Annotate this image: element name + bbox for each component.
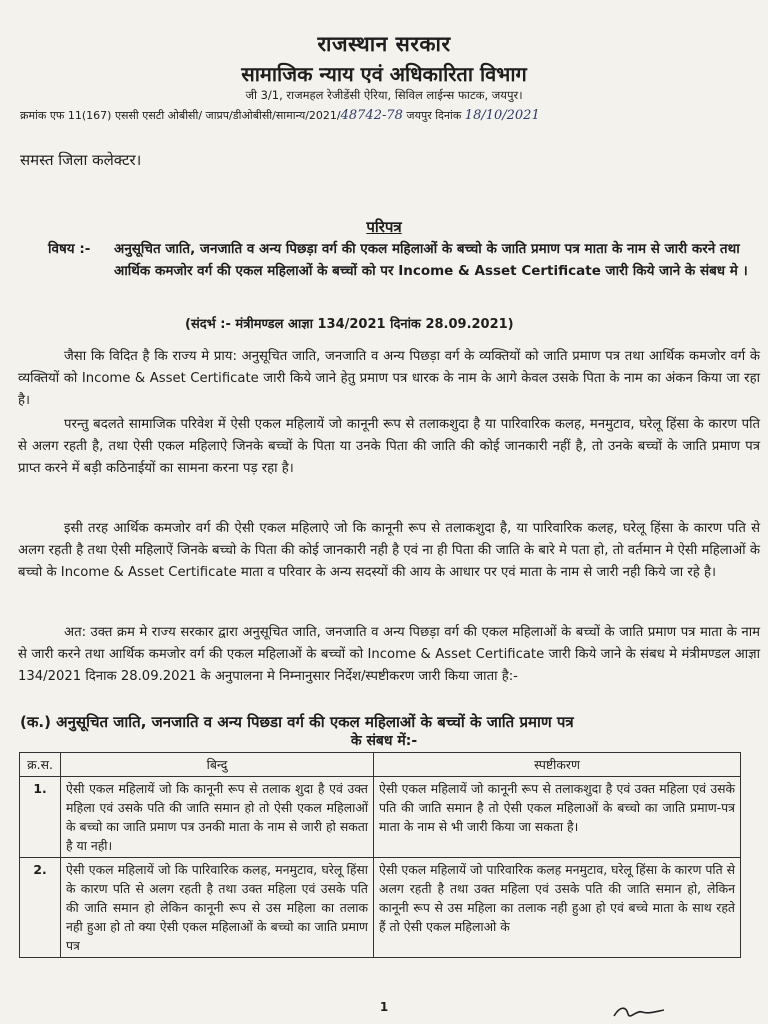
table-row xyxy=(20,858,741,958)
subject-block xyxy=(48,238,748,282)
paragraph-3: इसी तरह आर्थिक कमजोर वर्ग की ऐसी एकल महिलाऐ जो कि कानूनी रूप से तलाकशुदा है, या पारिवारिक कलह, घरेलू हिंसा के कारण पति से अलग रहती है तथा ऐसी महिलाऐं जिनके बच्चो के पिता की कोई जानकारी नही है एवं ना ही पिता की जाति के बारे मे पता हो, तो वर्तमान मे ऐसी महिलाओं के बच्चो के Income & Asset Certificate माता व परिवार के अन्य सदस्यों की आय के आधार पर एवं माता के नाम से जारी नही किये जा रहे है। xyxy=(18,521,760,580)
page-number: 1 xyxy=(379,1000,389,1014)
ref-prefix: क्रमांक एफ 11(167) एससी एसटी ओबीसी/ जाप्रप/डीओबीसी/सामान्य/2021/ xyxy=(20,109,341,122)
reference-line: (संदर्भ :- मंत्रीमण्डल आज्ञा 134/2021 दिनांक 28.09.2021) xyxy=(185,317,514,332)
reference-number-line xyxy=(20,108,760,123)
paragraph-1: जैसा कि विदित है कि राज्य मे प्राय: अनुसूचित जाति, जनजाति व अन्य पिछड़ा वर्ग के व्यक्तियों को जाति प्रमाण पत्र तथा आर्थिक कमजोर वर्ग के व्यक्तियों को Income & Asset Certificate जारी किये जाने हेतु प्रमाण पत्र धारक के नाम के आगे केवल उसके पिता के नाम का अंकन किया जा रहा है। xyxy=(18,349,760,408)
col-header-point: बिन्दु xyxy=(61,753,374,777)
paragraph-4: अत: उक्त क्रम मे राज्य सरकार द्वारा अनुसूचित जाति, जनजाति व अन्य पिछड़ा वर्ग की एकल महिलाओं के बच्चों के जाति प्रमाण पत्र माता के नाम से जारी करने तथा आर्थिक कमजोर वर्ग की एकल महिलाओं के बच्चों को Income & Asset Certificate जारी किये जाने के संबध मे मंत्रीमण्डल आज्ञा 134/2021 दिनाक 28.09.2021 के अनुपालना मे निम्नानुसार निर्देश/स्पष्टीकरण जारी किया जाता है:- xyxy=(18,625,760,684)
ref-date-label: जयपुर दिनांक xyxy=(406,109,462,122)
subject-text: अनुसूचित जाति, जनजाति व अन्य पिछड़ा वर्ग की एकल महिलाओं के बच्चो के जाति प्रमाण पत्र माता के नाम से जारी करने तथा आर्थिक कमजोर वर्ग की एकल महिलाओं के बच्चों को पर Income & Asset Certificate जारी किये जाने के संबध मे । xyxy=(114,241,748,279)
row-clarification: ऐसी एकल महिलायें जो कानूनी रूप से तलाकशुदा है एवं उक्त महिला एवं उसके पति की जाति समान है तो ऐसी एकल महिलाओं के बच्चो का जाति प्रमाण-पत्र माता के नाम से भी जारी किया जा सकता है। xyxy=(374,777,741,858)
section-k-heading: (क.) अनुसूचित जाति, जनजाति व अन्य पिछडा वर्ग की एकल महिलाओं के बच्चों के जाति प्रमाण पत्र xyxy=(20,713,574,731)
row-serial: 1. xyxy=(20,777,61,858)
circular-title: परिपत्र xyxy=(366,218,402,236)
ref-date-handwritten: 18/10/2021 xyxy=(464,108,540,123)
row-point: ऐसी एकल महिलायें जो कि कानूनी रूप से तलाक शुदा है एवं उक्त महिला एवं उसके पति की जाति समान हो तो ऐसी एकल महिलाओं के बच्चो का जाति प्रमाण पत्र उनकी माता के नाम से जारी हो सकता है या नही। xyxy=(61,777,374,858)
ref-number-handwritten: 48742-78 xyxy=(340,108,403,123)
table-header-row xyxy=(20,753,741,777)
government-name: राजस्थान सरकार xyxy=(317,32,451,56)
col-header-serial: क्र.स. xyxy=(20,753,61,777)
subject-label: विषय :- xyxy=(48,241,91,257)
department-name: सामाजिक न्याय एवं अधिकारिता विभाग xyxy=(241,62,527,86)
section-k-heading-cont: के संबध में:- xyxy=(350,733,418,749)
table-row xyxy=(20,777,741,858)
row-point: ऐसी एकल महिलायें जो कि पारिवारिक कलह, मनमुटाव, घरेलू हिंसा के कारण पति से अलग रहती है तथा उक्त महिला एवं उसके पति की जाति समान हो लेकिन कानूनी रूप से उस महिला का तलाक नही हुआ हो तो क्या ऐसी एकल महिलाओं के बच्चो का जाति प्रमाण पत्र xyxy=(61,858,374,958)
col-header-clarification: स्पष्टीकरण xyxy=(374,753,741,777)
row-serial: 2. xyxy=(20,858,61,958)
row-clarification: ऐसी एकल महिलायें जो पारिवारिक कलह मनमुटाव, घरेलू हिंसा के कारण पति से अलग रहती है तथा उक्त महिला एवं उसके पति की जाति समान हो, लेकिन कानूनी रूप से उस महिला का तलाक नही हुआ हो एवं बच्चे माता के साथ रहते हैं तो ऐसी एकल महिलाओ के xyxy=(374,858,741,958)
addressee: समस्त जिला कलेक्टर। xyxy=(20,151,142,169)
paragraph-2: परन्तु बदलते सामाजिक परिवेश में ऐसी एकल महिलायें जो कानूनी रूप से तलाकशुदा है या पारिवारिक कलह, मनमुटाव, घरेलू हिंसा के कारण पति से अलग रहती है, तथा ऐसी एकल महिलाऐ जिनके बच्चों के पिता या उनके पिता की जाति की कोई जानकारी नहीं है, तो उनके बच्चों के जाति प्रमाण पत्र प्राप्त करने में बड़ी कठिनाईयों का सामना करना पड़ रहा है। xyxy=(18,417,760,476)
handwritten-scribble-icon xyxy=(610,1000,670,1022)
instruction-table xyxy=(19,752,741,958)
office-address: जी 3/1, राजमहल रेजीडेंसी ऐरिया, सिविल लाईन्स फाटक, जयपुर। xyxy=(245,88,523,102)
